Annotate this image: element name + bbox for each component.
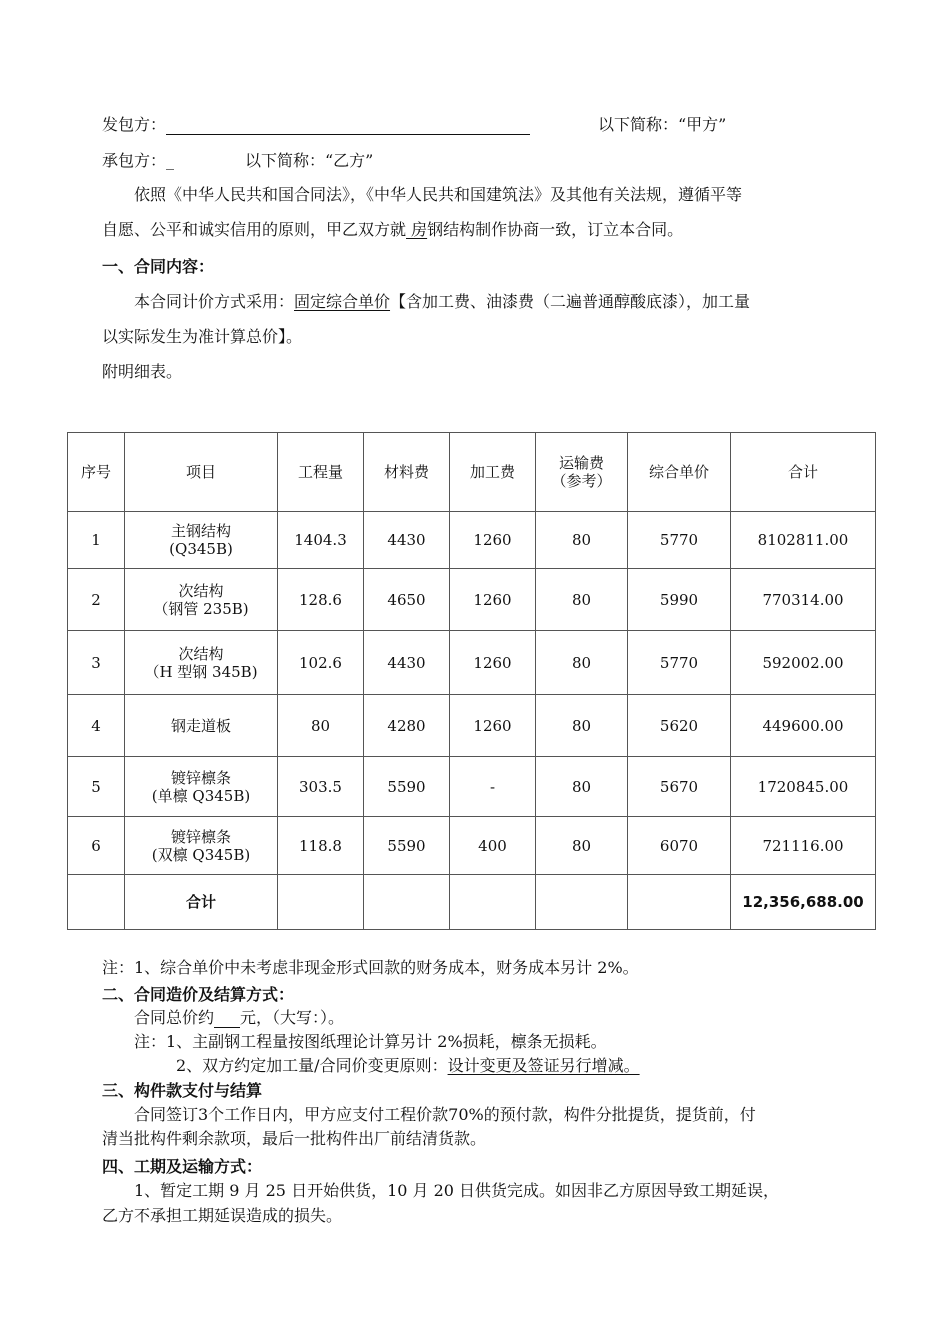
section-2-heading: 二、合同造价及结算方式： [102,985,295,1004]
row-item [125,512,278,569]
row-material: 4430 [364,631,450,695]
intro-line-2 [102,217,683,240]
party-b-value: _ [166,151,175,170]
row-unit-price: 5620 [628,695,731,757]
row-transport: 80 [536,817,628,875]
row-no: 2 [68,569,125,631]
party-a-blank [166,115,530,135]
intro-line-2-post: 钢结构制作协商一致，订立本合同。 [427,220,684,239]
row-processing: 1260 [450,631,536,695]
row-qty: 102.6 [278,631,364,695]
row-transport: 80 [536,512,628,569]
row-qty: 303.5 [278,757,364,817]
row-qty: 1404.3 [278,512,364,569]
row-item-spec: (单檩 Q345B) [151,786,251,805]
total-blank-cell [536,875,628,930]
header-item: 项目 [125,433,278,512]
section-2-note-a: 注：1、主副钢工程量按图纸理论计算另计 2%损耗，檩条无损耗。 [134,1032,607,1051]
section-2-note-b-pre: 2、双方约定加工量/合同价变更原则： [176,1056,448,1075]
intro-line-1: 依照《中华人民共和国合同法》，《中华人民共和国建筑法》及其他有关法规，遵循平等 [134,185,743,204]
header-processing: 加工费 [450,433,536,512]
table-row [68,631,876,695]
total-value: 12,356,688.00 [731,875,876,930]
section-1-line-2: 以实际发生为准计算总价】。 [102,327,303,346]
table-row [68,817,876,875]
row-unit-price: 5670 [628,757,731,817]
note-1: 注：1、综合单价中未考虑非现金形式回款的财务成本，财务成本另计 2%。 [102,958,639,977]
row-no: 1 [68,512,125,569]
row-item-name: 钢走道板 [170,716,231,735]
row-item-spec: (双檩 Q345B) [151,845,251,864]
row-processing: - [450,757,536,817]
row-no: 5 [68,757,125,817]
party-a-label: 发包方： [102,115,167,134]
table-row [68,757,876,817]
row-item [125,817,278,875]
section-1-line-3: 附明细表。 [102,362,183,381]
row-material: 5590 [364,817,450,875]
intro-line-2-pre: 自愿、公平和诚实信用的原则，甲乙双方就 [102,220,407,239]
total-blank-cell [68,875,125,930]
party-b-row [102,148,174,171]
header-unit-price: 综合单价 [628,433,731,512]
section-2-note-b [176,1053,640,1076]
row-item [125,757,278,817]
total-blank-cell [628,875,731,930]
row-no: 4 [68,695,125,757]
project-name: 房 [406,220,428,239]
section-3-heading: 三、构件款支付与结算 [102,1081,263,1100]
section-1-line-1 [134,289,750,312]
row-material: 4650 [364,569,450,631]
section-4-heading: 四、工期及运输方式： [102,1157,263,1176]
row-material: 5590 [364,757,450,817]
row-unit-price: 5990 [628,569,731,631]
row-processing: 1260 [450,569,536,631]
row-qty: 118.8 [278,817,364,875]
row-transport: 80 [536,695,628,757]
header-total: 合计 [731,433,876,512]
pricing-label: 本合同计价方式采用： [134,292,295,311]
row-item-spec: （钢管 235B) [153,599,249,618]
pricing-detail: 【含加工费、油漆费（二遍普通醇酸底漆），加工量 [390,292,751,311]
row-unit-price: 5770 [628,512,731,569]
row-unit-price: 5770 [628,631,731,695]
table-row [68,512,876,569]
row-transport: 80 [536,569,628,631]
party-a-row [102,112,530,135]
contract-price-tail: 元，（大写：）。 [240,1008,345,1027]
row-item-name: 次结构 [178,581,224,600]
change-principle: 设计变更及签证另行增减。 [447,1056,640,1075]
row-item-name: 次结构 [178,644,224,663]
row-unit-price: 6070 [628,817,731,875]
row-total: 770314.00 [731,569,876,631]
contract-price-label: 合同总价约 [134,1008,215,1027]
header-qty: 工程量 [278,433,364,512]
section-3-line-1: 合同签订3个工作日内，甲方应支付工程价款70%的预付款，构件分批提货，提货前，付 [134,1105,756,1124]
row-item-spec: (Q345B) [169,540,233,558]
row-item-name: 镀锌檩条 [170,768,231,787]
alias-a: 以下简称：“甲方” [598,115,727,134]
row-material: 4430 [364,512,450,569]
section-3-line-2: 清当批构件剩余款项，最后一批构件出厂前结清货款。 [102,1129,487,1148]
row-total: 449600.00 [731,695,876,757]
row-total: 721116.00 [731,817,876,875]
row-transport: 80 [536,631,628,695]
row-qty: 128.6 [278,569,364,631]
contract-price-blank [214,1008,240,1028]
header-no: 序号 [68,433,125,512]
section-1-heading: 一、合同内容： [102,257,215,276]
row-item-name: 镀锌檩条 [170,827,231,846]
header-material: 材料费 [364,433,450,512]
row-transport: 80 [536,757,628,817]
row-item-spec: （H 型钢 345B) [144,662,258,681]
row-item [125,569,278,631]
row-processing: 400 [450,817,536,875]
row-no: 3 [68,631,125,695]
total-blank-cell [450,875,536,930]
detail-table [67,432,876,930]
header-transport-label: 运输费 [558,454,604,472]
row-total: 592002.00 [731,631,876,695]
total-blank-cell [364,875,450,930]
row-processing: 1260 [450,695,536,757]
row-processing: 1260 [450,512,536,569]
party-b-label: 承包方： [102,151,167,170]
row-total: 8102811.00 [731,512,876,569]
header-transport-note: （参考） [551,472,612,490]
table-row [68,695,876,757]
table-row [68,569,876,631]
row-material: 4280 [364,695,450,757]
contract-price-line [134,1005,344,1028]
row-total: 1720845.00 [731,757,876,817]
pricing-method: 固定综合单价 [294,292,391,311]
section-4-line-1: 1、暂定工期 9 月 25 日开始供货，10 月 20 日供货完成。如因非乙方原因导致工期延误， [134,1181,780,1200]
total-blank-cell [278,875,364,930]
row-qty: 80 [278,695,364,757]
total-label: 合计 [125,875,278,930]
row-item [125,695,278,757]
row-item [125,631,278,695]
table-total-row [68,875,876,930]
row-no: 6 [68,817,125,875]
alias-b: 以下简称：“乙方” [245,151,374,170]
table-header-row [68,433,876,512]
header-transport [536,433,628,512]
row-item-name: 主钢结构 [170,522,231,540]
section-4-line-2: 乙方不承担工期延误造成的损失。 [102,1206,343,1225]
